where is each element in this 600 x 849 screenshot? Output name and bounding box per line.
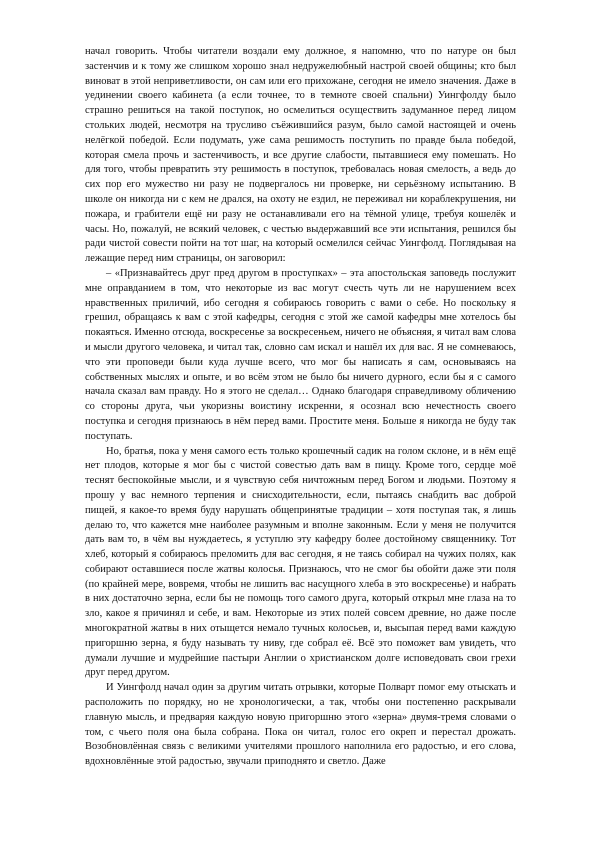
paragraph: Но, братья, пока у меня самого есть только крошечный садик на голом склоне, и в нём ещё нет плодов, которые я мог бы с чистой совестью дать вам в пищу. Кроме того, сердце моё теснят беспокойные мысли, и я чувствую себя ничтожным перед Богом и людьми. Поэтому я прошу у вас немного терпения и снисходительности, если, пытаясь снабдить вас доброй пищей, я какое-то время буду нарушать общепринятые традиции – хотя поступая так, я лишь делаю то, что кажется мне наиболее разумным и вполне законным. Если у меня не получится дать вам то, в чём вы нуждаетесь, я уступлю эту кафедру более достойному священнику. Тот хлеб, который я собираюсь преломить для вас сегодня, я не таясь собирал на чужих полях, как собирают оставшиеся после жатвы колосья. Признаюсь, что не смог бы обойти даже эти поля (по крайней мере, вовремя, чтобы не лишить вас насущного хлеба в это воскресенье) и набрать в них достаточно зерна, если бы не помощь того самого друга, который открыл мне глаза на то зло, какое я причинял и себе, и вам. Некоторые из этих полей совсем древние, но даже после многократной жатвы в них отыщется немало тучных колосьев, и, высыпая перед вами каждую пригоршню зерна, я буду называть ту ниву, где собрал её. Всё это поможет вам увидеть, что думали лучшие и мудрейшие пастыри Англии о христианском долге исповедовать свои грехи друг перед другом.: [85, 445, 516, 679]
paragraph: И Уингфолд начал один за другим читать отрывки, которые Полварт помог ему отыскать и расположить по порядку, но не хронологически, а так, чтобы они постепенно раскрывали главную мысль, и предваряя каждую новую пригоршню этого «зерна» двумя-тремя словами о том, с чьего поля она была собрана. Пока он читал, голос его окреп и перестал дрожать. Возобновлённая связь с великими учителями прошлого наполнила его радостью, и его слова, вдохновлённые этой радостью, звучали приподнято и светло. Даже: [85, 682, 516, 768]
paragraph: начал говорить. Чтобы читатели воздали ему должное, я напомню, что по натуре он был застенчив и к тому же слишком хорошо знал недружелюбный настрой своей общины; кто был виноват в этой неприветливости, он сам или его прихожане, сегодня не имело значения. Даже в уединении своего кабинета (а если точнее, то в темноте своей спальни) Уингфолду было страшно решиться на такой поступок, но осмелиться осуществить задуманное перед лицом стольких людей, несмотря на трусливо съёжившийся разум, было самой настоящей и очень нелёгкой победой. Если подумать, уже сама решимость поступить по правде была победой, которая смела прочь и застенчивость, и все другие слабости, пытавшиеся ему помешать. Но для того, чтобы превратить эту решимость в поступок, требовалась новая смелость, а ведь до сих пор его мужество ни разу не подвергалось ни проверке, ни серьёзному испытанию. В школе он никогда ни с кем не дрался, на охоту не ездил, не переживал ни кораблекрушения, ни пожара, и грабители ещё ни разу не останавливали его на тёмной улице, требуя кошелёк и часы. Но, пожалуй, не всякий человек, с честью выдержавший все эти испытания, решился бы ради чистой совести пойти на тот шаг, на который осмелился сейчас Уингфолд. Поглядывая на лежащие перед ним страницы, он заговорил:: [85, 46, 516, 265]
page-text: [85, 45, 516, 770]
paragraph: – «Признавайтесь друг пред другом в проступках» – эта апостольская заповедь послужит мне оправданием в том, что некоторые из вас могут счесть чуть ли не нарушением всех нравственных приличий, ибо сегодня я собираюсь говорить с вами о себе. Но поскольку я грешил, обращаясь к вам с этой кафедры, сегодня с этой же самой кафедры мне хотелось бы покаяться. Именно отсюда, воскресенье за воскресеньем, ничего не объясняя, я читал вам слова и мысли другого человека, и читал так, словно сам искал и нашёл их для вас. Я не сомневаюсь, что эти проповеди были куда лучше всего, что мог бы написать я сам, основываясь на собственных мыслях и опыте, и во всём этом не было бы ничего дурного, если бы я с самого начала сказал вам правду. Но я этого не сделал… Однако благодаря справедливому обличению со стороны друга, чьи укоризны воистину искренни, я осознал всю нечестность своего поступка и сегодня признаюсь в нём перед вами. Простите меня. Больше я никогда не буду так поступать.: [85, 267, 516, 442]
